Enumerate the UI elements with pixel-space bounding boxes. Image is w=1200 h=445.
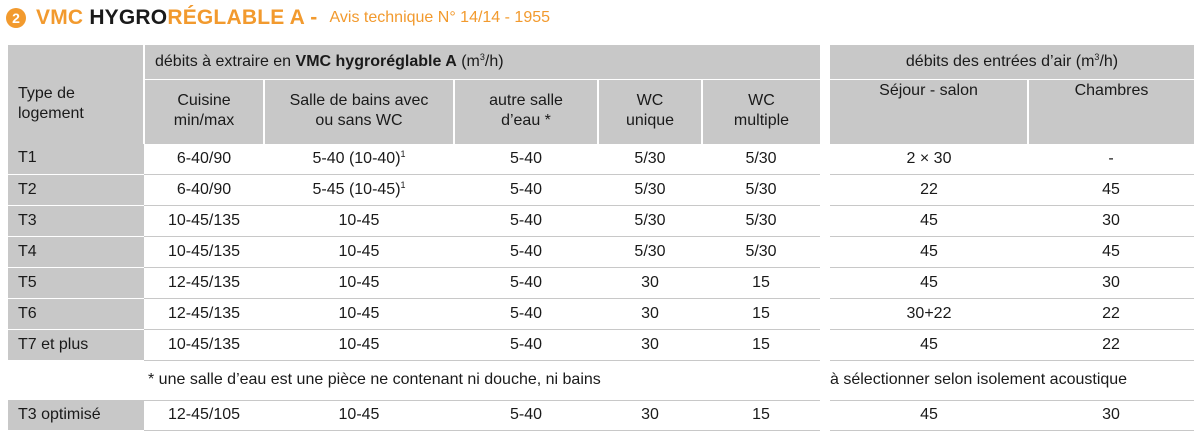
row-type: T1 [8, 143, 144, 174]
header-autre-salle [454, 79, 598, 143]
row-type: T2 [8, 174, 144, 205]
header-entrees-air-end: /h) [1099, 52, 1119, 70]
header-cuisine [144, 79, 264, 143]
cell-chambres: 45 [1028, 236, 1194, 267]
cell-sejour: 45 [830, 329, 1028, 360]
cell-salle-bains-value: 10-45 [338, 273, 380, 291]
title-part-hygro: HYGRO [89, 6, 168, 29]
cell-autre-salle: 5-40 [454, 329, 598, 360]
cell-salle-bains-value: 10-45 [338, 242, 380, 260]
header-extraire-prefix: débits à extraire en [155, 52, 296, 70]
row-type: T6 [8, 298, 144, 329]
title-subtitle: Avis technique N° 14/14 - 1955 [329, 9, 551, 26]
cell-wc-multiple: 15 [702, 298, 820, 329]
cell-wc-multiple: 5/30 [702, 205, 820, 236]
cell-autre-salle: 5-40 [454, 267, 598, 298]
cell-wc-multiple: 15 [702, 400, 820, 430]
cell-chambres: 30 [1028, 205, 1194, 236]
cell-chambres: 45 [1028, 174, 1194, 205]
title-part-vmc: VMC [36, 6, 90, 29]
cell-wc-unique: 30 [598, 400, 702, 430]
header-entrees-air [830, 45, 1194, 79]
cell-chambres: - [1028, 143, 1194, 174]
air-row [830, 236, 1194, 267]
cell-cuisine: 10-45/135 [144, 205, 264, 236]
header-sejour-label: Séjour - salon [879, 81, 978, 99]
cell-salle-bains: 10-45 [264, 400, 454, 430]
cell-salle-bains [264, 174, 454, 205]
cell-cuisine: 10-45/135 [144, 329, 264, 360]
table-row [8, 267, 820, 298]
air-row [830, 143, 1194, 174]
section-number-badge: 2 [6, 8, 26, 28]
header-chambres [1028, 79, 1194, 143]
cell-cuisine: 10-45/135 [144, 236, 264, 267]
row-type: T4 [8, 236, 144, 267]
note-isolement: à sélectionner selon isolement acoustique [830, 360, 1194, 400]
cell-wc-unique: 30 [598, 267, 702, 298]
cell-salle-bains-value: 10-45 [338, 335, 380, 353]
cell-salle-bains [264, 236, 454, 267]
header-extraire-bold: VMC hygroréglable A [295, 52, 457, 70]
row-type: T7 et plus [8, 329, 144, 360]
cell-salle-bains-value: 5-40 (10-40) [312, 149, 401, 167]
header-wc-multiple [702, 79, 820, 143]
air-row-optimise [830, 400, 1194, 430]
header-extraire-unit-end: /h) [484, 52, 504, 70]
cell-wc-multiple: 15 [702, 329, 820, 360]
cell-autre-salle: 5-40 [454, 143, 598, 174]
extraction-table [8, 45, 820, 431]
header-wc-multiple-label: WC multiple [733, 92, 790, 129]
header-salle-bains-label: Salle de bains avec ou sans WC [289, 92, 429, 129]
note-spacer [8, 360, 144, 400]
table-row [8, 174, 820, 205]
cell-wc-unique: 5/30 [598, 205, 702, 236]
cell-wc-multiple: 5/30 [702, 236, 820, 267]
air-row [830, 267, 1194, 298]
cell-salle-bains-value: 10-45 [338, 304, 380, 322]
cell-cuisine: 6-40/90 [144, 174, 264, 205]
air-row [830, 205, 1194, 236]
cell-sejour: 45 [830, 205, 1028, 236]
table-row [8, 298, 820, 329]
cell-salle-bains-value: 10-45 [338, 211, 380, 229]
cell-autre-salle: 5-40 [454, 174, 598, 205]
header-chambres-label: Chambres [1074, 81, 1149, 99]
cell-cuisine: 12-45/135 [144, 267, 264, 298]
air-row [830, 174, 1194, 205]
header-extraire-unit-sup: 3 [479, 51, 485, 62]
table-row [8, 236, 820, 267]
table-row-optimise [8, 400, 820, 430]
cell-sejour: 30+22 [830, 298, 1028, 329]
cell-sejour: 45 [830, 400, 1028, 430]
cell-sejour: 45 [830, 267, 1028, 298]
cell-sejour: 45 [830, 236, 1028, 267]
cell-cuisine: 12-45/105 [144, 400, 264, 430]
cell-wc-multiple: 5/30 [702, 174, 820, 205]
cell-sejour: 2 × 30 [830, 143, 1028, 174]
header-type-logement [8, 45, 144, 143]
cell-chambres: 22 [1028, 298, 1194, 329]
cell-cuisine: 12-45/135 [144, 298, 264, 329]
cell-salle-bains [264, 267, 454, 298]
header-entrees-air-sup: 3 [1094, 51, 1100, 62]
header-type-logement-label: Type de logement [18, 85, 84, 122]
cell-wc-unique: 30 [598, 298, 702, 329]
header-extraire [144, 45, 820, 79]
title-part-reglable: RÉGLABLE A - [167, 6, 324, 29]
header-sejour [830, 79, 1028, 143]
header-wc-unique [598, 79, 702, 143]
header-cuisine-label: Cuisine min/max [173, 92, 235, 129]
table-row [8, 329, 820, 360]
cell-salle-bains-footnote: 1 [400, 148, 406, 159]
row-type: T3 [8, 205, 144, 236]
row-type: T5 [8, 267, 144, 298]
note-salle-eau: * une salle d’eau est une pièce ne contenant ni douche, ni bains [144, 360, 820, 400]
cell-autre-salle: 5-40 [454, 298, 598, 329]
row-type: T3 optimisé [8, 400, 144, 430]
cell-salle-bains [264, 143, 454, 174]
table-row [8, 205, 820, 236]
cell-wc-unique: 5/30 [598, 236, 702, 267]
cell-cuisine: 6-40/90 [144, 143, 264, 174]
section-title [6, 4, 550, 32]
cell-autre-salle: 5-40 [454, 236, 598, 267]
cell-salle-bains-value: 5-45 (10-45) [312, 180, 401, 198]
cell-wc-unique: 5/30 [598, 143, 702, 174]
header-wc-unique-label: WC unique [625, 92, 675, 129]
cell-wc-multiple: 5/30 [702, 143, 820, 174]
cell-salle-bains [264, 298, 454, 329]
header-entrees-air-label: débits des entrées d’air (m [905, 52, 1095, 70]
cell-wc-unique: 30 [598, 329, 702, 360]
header-autre-salle-label: autre salle d’eau * [489, 92, 563, 129]
cell-salle-bains [264, 205, 454, 236]
table-row [8, 143, 820, 174]
cell-chambres: 30 [1028, 267, 1194, 298]
cell-salle-bains-footnote: 1 [400, 179, 406, 190]
air-row [830, 329, 1194, 360]
cell-autre-salle: 5-40 [454, 205, 598, 236]
cell-salle-bains [264, 329, 454, 360]
cell-wc-multiple: 15 [702, 267, 820, 298]
header-extraire-unit: (m [456, 52, 480, 70]
cell-wc-unique: 5/30 [598, 174, 702, 205]
header-salle-bains [264, 79, 454, 143]
cell-chambres: 22 [1028, 329, 1194, 360]
air-inlets-table [830, 45, 1194, 431]
air-row [830, 298, 1194, 329]
cell-autre-salle: 5-40 [454, 400, 598, 430]
cell-sejour: 22 [830, 174, 1028, 205]
cell-chambres: 30 [1028, 400, 1194, 430]
